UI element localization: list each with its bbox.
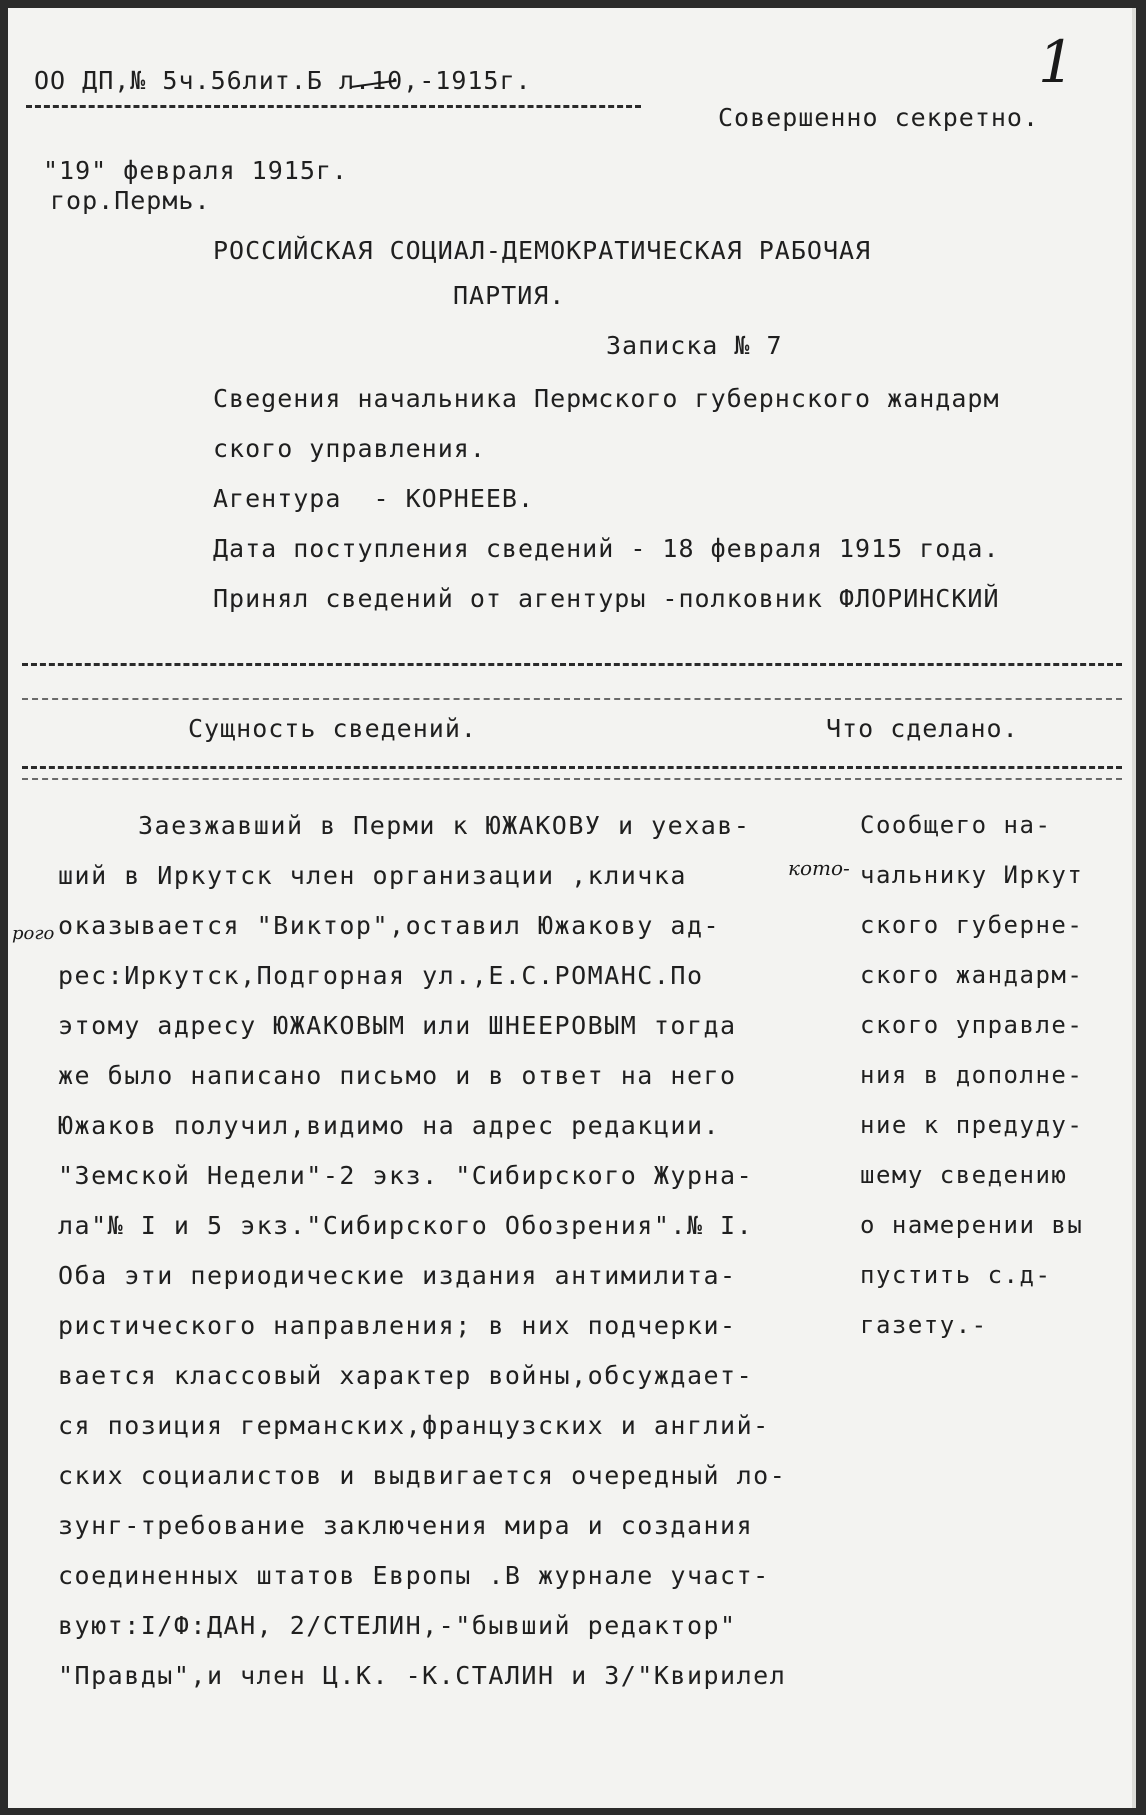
- action-line: шему сведению: [860, 1161, 1068, 1189]
- header-underline: [26, 105, 641, 108]
- action-line: газету.-: [860, 1311, 988, 1339]
- separator-line-4: [22, 778, 1122, 780]
- action-line: ского жандарм-: [860, 961, 1084, 989]
- column-header-right: Что сделано.: [826, 714, 1019, 743]
- separator-line-2: [22, 698, 1122, 700]
- page-number: 1: [1038, 28, 1075, 96]
- action-line: ского управле-: [860, 1011, 1084, 1039]
- body-line: вается классовый характер войны,обсуждает-: [58, 1361, 754, 1390]
- action-line: ского губерне-: [860, 911, 1084, 939]
- body-line: зунг-требование заключения мира и создания: [58, 1511, 754, 1540]
- body-line: же было написано письмо и в ответ на него: [58, 1061, 737, 1090]
- separator-line-3: [22, 766, 1122, 769]
- note-agent: Агентура - КОРНЕЕВ.: [213, 484, 535, 513]
- document-date: "19" февраля 1915г.: [43, 156, 348, 185]
- note-info-line-1: Свеgения начальника Пермского губернского жандарм: [213, 384, 1000, 413]
- separator-line-1: [22, 663, 1122, 666]
- body-line: "Земской Недели"-2 экз. "Сибирского Журна-: [58, 1161, 754, 1190]
- action-line: о намерении вы: [860, 1211, 1084, 1239]
- handwritten-insertion: кото-: [788, 856, 850, 880]
- document-page: [8, 8, 1136, 1808]
- file-reference: ОО ДП,№ 5ч.56лит.Б л.10,-1915г.: [34, 66, 532, 95]
- body-line: Южаков получил,видимо на адрес редакции.: [58, 1111, 721, 1140]
- document-place: гор.Пермь.: [50, 186, 211, 215]
- body-line: оказывается "Виктор",оставил Южакову ад-: [58, 911, 721, 940]
- note-info-line-2: ского управления.: [213, 434, 486, 463]
- title-line-2: ПАРТИЯ.: [453, 281, 566, 310]
- action-line: ния в дополне-: [860, 1061, 1084, 1089]
- action-line: пустить с.д-: [860, 1261, 1052, 1289]
- action-line: чальнику Иркут: [860, 861, 1084, 889]
- body-line: вуют:I/Ф:ДАН, 2/СТЕЛИН,-"бывший редактор": [58, 1611, 737, 1640]
- note-received-by: Принял сведений от агентуры -полковник ФЛОРИНСКИЙ: [213, 584, 1000, 613]
- handwritten-insertion: рого: [12, 923, 55, 944]
- secrecy-stamp: Совершенно секретно.: [718, 103, 1040, 132]
- title-line-1: РОССИЙСКАЯ СОЦИАЛ-ДЕМОКРАТИЧЕСКАЯ РАБОЧАЯ: [213, 236, 872, 265]
- body-line: Заезжавший в Перми к ЮЖАКОВУ и уехав-: [138, 811, 751, 840]
- body-line: ристического направления; в них подчерки-: [58, 1311, 737, 1340]
- body-line: соединенных штатов Европы .В журнале участ-: [58, 1561, 770, 1590]
- note-number: Записка № 7: [606, 331, 783, 360]
- body-line: ший в Иркутск член организации ,кличка: [58, 861, 687, 890]
- note-date-received: Дата поступления сведений - 18 февраля 1915 года.: [213, 534, 1000, 563]
- column-header-left: Сущность сведений.: [188, 714, 477, 743]
- body-line: ся позиция германских,французских и англий-: [58, 1411, 770, 1440]
- body-line: ских социалистов и выдвигается очередный ло-: [58, 1461, 787, 1490]
- body-line: этому адресу ЮЖАКОВЫМ или ШНЕЕРОВЫМ тогда: [58, 1011, 737, 1040]
- body-line: рес:Иркутск,Подгорная ул.,Е.С.РОМАНС.По: [58, 961, 704, 990]
- body-line: ла"№ I и 5 экз."Сибирского Обозрения".№ I.: [58, 1211, 754, 1240]
- body-line: Оба эти периодические издания антимилита-: [58, 1261, 737, 1290]
- action-line: ние к предуду-: [860, 1111, 1084, 1139]
- action-line: Сообщего на-: [860, 811, 1052, 839]
- body-line: "Правды",и член Ц.К. -К.СТАЛИН и 3/"Квирилел: [58, 1661, 787, 1690]
